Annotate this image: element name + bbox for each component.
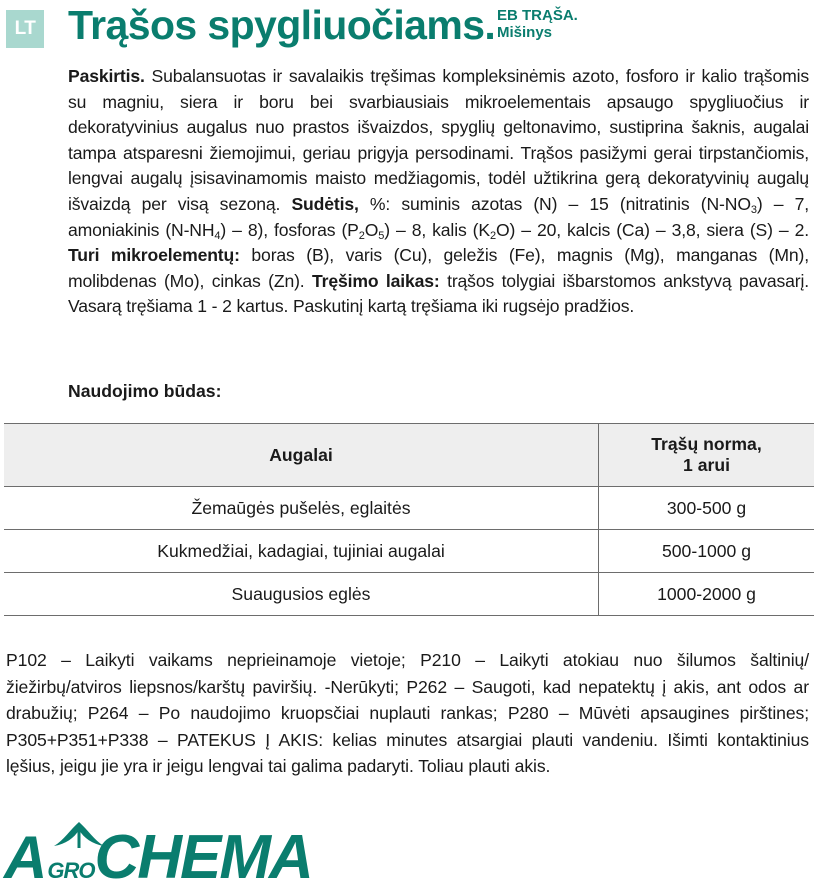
col-header-norm bbox=[599, 424, 814, 487]
time-label: Tręšimo laikas: bbox=[312, 270, 440, 291]
plant-cell: Suaugusios eglės bbox=[4, 573, 599, 616]
logo-letter-a: A bbox=[4, 824, 48, 891]
logo-gro: GRO bbox=[47, 858, 95, 883]
norm-cell: 1000-2000 g bbox=[599, 573, 814, 616]
product-subtitle bbox=[497, 7, 578, 41]
composition-text: ) – 8), fosforas (P bbox=[220, 219, 359, 240]
table-row bbox=[4, 530, 814, 573]
plant-cell: Žemaūgės pušelės, eglaitės bbox=[4, 487, 599, 530]
usage-table bbox=[4, 423, 814, 616]
norm-cell: 300-500 g bbox=[599, 487, 814, 530]
product-description bbox=[68, 64, 809, 320]
subscript: 2 bbox=[489, 229, 496, 242]
micro-label: Turi mikroelementų: bbox=[68, 245, 240, 266]
purpose-text: Subalansuotas ir savalaikis tręšimas kompleksinėmis azoto, fosforo ir kalio trąšomis su magniu, siera ir boru bei svarbiausiais mikroelementais apsaugo spygliuočius ir dekoratyvinius augalus nuo prastos išvaizdos, spyglių geltonavimo, sustiprina šaknis, augalai tampa atsparesni žiemojimui, geriau prigyja persodinami. Trąšos pasižymi gerai tirpstančiomis, lengvai augalų įsisavinamomis maisto medžiagomis, todėl užtikrina gerą dekoratyvinių augalų išvaizdą per visą sezoną. bbox=[68, 66, 809, 214]
agrochema-logo bbox=[4, 818, 314, 894]
col-header-plants: Augalai bbox=[4, 424, 599, 487]
purpose-label: Paskirtis. bbox=[68, 66, 145, 86]
composition-text: ) – 7, amoniakinis (N-NH bbox=[68, 193, 809, 240]
subtitle-line-1: EB TRĄŠA. bbox=[497, 7, 578, 24]
plant-cell: Kukmedžiai, kadagiai, tujiniai augalai bbox=[4, 530, 599, 573]
language-badge: LT bbox=[6, 10, 44, 48]
table-header-row bbox=[4, 424, 814, 487]
subscript: 3 bbox=[750, 203, 757, 216]
logo-wordmark bbox=[4, 822, 312, 893]
time-text: trąšos tolygiai išbarstomos ankstyvą pavasarį. Vasarą tręšiama 1 - 2 kartus. Paskutinį kartą tręšiama iki rugsėjo pradžios. bbox=[68, 270, 809, 317]
logo-chema: CHEMA bbox=[94, 823, 312, 892]
table-row bbox=[4, 573, 814, 616]
composition-text: %: suminis azotas (N) – 15 (nitratinis (N-NO bbox=[358, 193, 751, 214]
col-header-norm-line-1: Trąšų norma, bbox=[651, 434, 762, 454]
norm-cell: 500-1000 g bbox=[599, 530, 814, 573]
subscript: 2 bbox=[358, 229, 365, 242]
product-title: Trąšos spygliuočiams. bbox=[68, 2, 496, 48]
subscript: 4 bbox=[214, 229, 221, 242]
composition-text: O) – 20, kalcis (Ca) – 3,8, siera (S) – 2. bbox=[495, 219, 809, 240]
composition-label: Sudėtis, bbox=[291, 193, 359, 214]
subtitle-line-2: Mišinys bbox=[497, 24, 553, 41]
composition-text: ) – 8, kalis (K bbox=[384, 219, 490, 240]
composition-text: O bbox=[364, 219, 379, 240]
micro-text: boras (B), varis (Cu), geležis (Fe), magnis (Mg), manganas (Mn), molibdenas (Mo), cinkas (Zn). bbox=[68, 245, 809, 291]
subscript: 5 bbox=[378, 229, 385, 242]
table-row bbox=[4, 487, 814, 530]
col-header-norm-line-2: 1 arui bbox=[683, 455, 730, 475]
usage-heading: Naudojimo būdas: bbox=[68, 381, 222, 401]
safety-statements: P102 – Laikyti vaikams neprieinamoje vietoje; P210 – Laikyti atokiau nuo šilumos šaltinių/žiežirbų/atviros liepsnos/karštų paviršių. -Nerūkyti; P262 – Saugoti, kad nepatektų į akis, ant odos ar drabužių; P264 – Po naudojimo kruopsčiai nuplauti rankas; P280 – Mūvėti apsaugines pirštines; P305+P351+P338 – PATEKUS Į AKIS: kelias minutes atsargiai plauti vandeniu. Išimti kontaktinius lęšius, jeigu jie yra ir jeigu lengvai tai galima padaryti. Toliau plauti akis. bbox=[6, 650, 809, 776]
